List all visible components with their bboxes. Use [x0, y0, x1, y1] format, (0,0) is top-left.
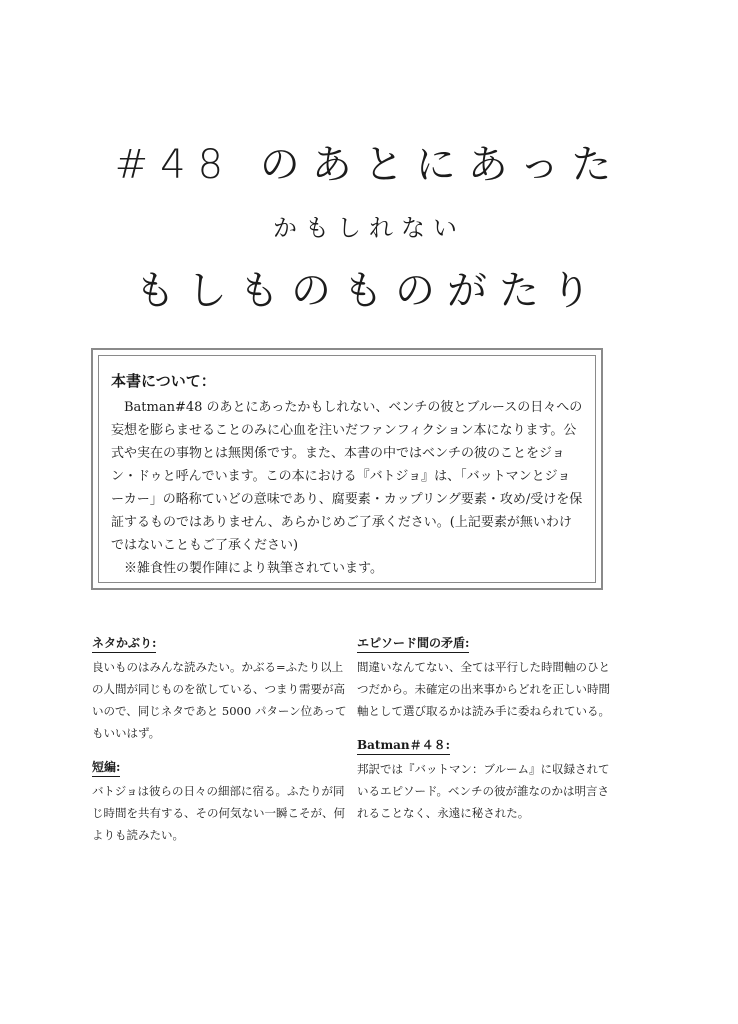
- right-column: [357, 632, 613, 836]
- glossary-heading: エピソード間の矛盾:: [357, 635, 469, 653]
- glossary-heading: Batman＃４８:: [357, 737, 450, 755]
- left-column: [92, 632, 348, 858]
- glossary-body: 良いものはみんな読みたい。かぶる=ふたり以上の人間が同じものを欲している、つまり需要が高いので、同じネタであと 5000 パターン位あってもいいはず。: [92, 660, 347, 740]
- glossary-body: 間違いなんてない、全ては平行した時間軸のひとつだから。未確定の出来事からどれを正しい時間軸として選び取るかは読み手に委ねられている。: [357, 660, 610, 718]
- glossary-body: バトジョは彼らの日々の細部に宿る。ふたりが同じ時間を共有する、その何気ない一瞬こそが、何よりも読みたい。: [92, 784, 345, 842]
- glossary-item-batman-48: [357, 734, 613, 824]
- title-line-2: かもしれない: [273, 214, 465, 242]
- glossary-item-tanpen: [92, 756, 348, 846]
- notice-inner-frame: [98, 355, 596, 583]
- notice-box: [91, 348, 603, 590]
- glossary-heading: 短編:: [92, 759, 120, 777]
- glossary-heading: ネタかぶり:: [92, 635, 156, 653]
- notice-note: ※雑食性の製作陣により執筆されています。: [124, 561, 383, 576]
- title-line-3: もしものものがたり: [135, 268, 603, 314]
- glossary-item-episode-mujun: [357, 632, 613, 722]
- notice-body: Batman#48 のあとにあったかもしれない、ベンチの彼とブルースの日々への妄想を膨らませることのみに心血を注いだファンフィクション本になります。公式や実在の事物とは無関係です。また、本書の中ではベンチの彼のことをジョン・ドゥと呼んでいます。この本における『バトジョ』は、「バットマンとジョーカー」の略称ていどの意味であり、腐要素・カップリング要素・攻め/受けを保証するものではありません、あらかじめご了承ください。(上記要素が無いわけではないこともご了承ください): [111, 400, 583, 553]
- glossary-item-neta-kaburi: [92, 632, 348, 744]
- title-line-1: #48 のあとにあった: [114, 142, 624, 188]
- notice-heading: 本書について：: [111, 372, 216, 390]
- glossary-body: 邦訳では『バットマン：ブルーム』に収録されているエピソード。ベンチの彼が誰なのかは明言されることなく、永遠に秘された。: [357, 762, 610, 820]
